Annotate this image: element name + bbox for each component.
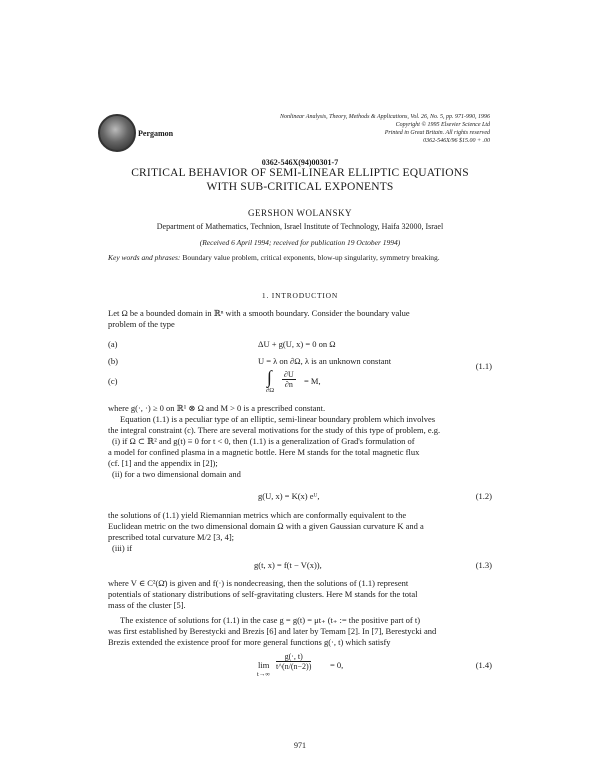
eq-c-denominator: ∂n [284,380,293,389]
paper-title [0,166,600,194]
text-line: the integral constraint (c). There are several motivations for the study of this type of problem, e.g. [108,425,441,435]
text-line: problem of the type [108,319,175,329]
text-line: prescribed total curvature M/2 [3, 4]; [108,532,235,542]
eq-c-label: (c) [108,376,118,386]
text-line: Let Ω be a bounded domain in ℝⁿ with a smooth boundary. Consider the boundary value [108,308,410,318]
text-line: Brezis extended the existence proof for more general functions g(·, t) which satisfy [108,637,391,647]
journal-line: Printed in Great Britain. All rights reserved [384,130,490,136]
affiliation: Department of Mathematics, Technion, Israel Institute of Technology, Haifa 32000, Israel [156,222,444,231]
text-line: mass of the cluster [5]. [108,600,186,610]
journal-info [230,113,490,145]
eq-c-numerator: ∂U [284,370,294,379]
publisher-name: Pergamon [138,129,174,138]
text-line: Euclidean metric on the two dimensional domain Ω with a given Gaussian curvature K and a [108,521,424,531]
text-line: was first established by Berestycki and Brezis [6] and later by Temam [2]. In [7], Berestycki and [108,626,437,636]
paragraph-where [108,403,494,414]
text-line: potentials of stationary distributions of self-gravitating clusters. Here M stands for the total [108,589,418,599]
author: GERSHON WOLANSKY [247,208,353,218]
title-line-1: CRITICAL BEHAVIOR OF SEMI-LINEAR ELLIPTIC EQUATIONS [131,167,469,179]
text-line: where g(·, ·) ≥ 0 on ℝ¹ ⊗ Ω and M > 0 is a prescribed constant. [108,403,326,413]
text-line: The existence of solutions for (1.1) in the case g = g(t) = μt₊ (t₊ := the positive part of t) [120,615,421,625]
eq-b-label: (b) [108,356,118,366]
eq-number-1-4: (1.4) [475,660,492,670]
eq-1-3: g(t, x) = f(t − V(x)), [254,560,322,570]
text-line: (iii) if [112,543,133,553]
eq-number-1-3: (1.3) [475,560,492,570]
paragraph-existence [108,615,494,648]
publisher-logo-icon [98,114,136,152]
eq-b: U = λ on ∂Ω, λ is an unknown constant [258,356,392,366]
keywords [108,253,493,263]
journal-line: 0362-546X/96 $15.00 + .00 [423,138,490,144]
paragraph-riemannian [108,510,494,554]
paragraph-intro [108,308,494,330]
eq-a-label: (a) [108,339,118,349]
eq-1-4-limit-sub: t→∞ [257,671,270,678]
received-dates: (Received 6 April 1994; received for publication 19 October 1994) [199,238,401,247]
text-line: a model for confined plasma in a magnetic bottle. Here M stands for the total magnetic flux [108,447,420,457]
eq-1-4-numerator: g(·, t) [276,652,311,662]
section-heading: 1. INTRODUCTION [261,291,339,300]
journal-line: Copyright © 1995 Elsevier Science Ltd [395,122,490,128]
eq-c-domain: ∂Ω [266,387,275,394]
paragraph-motivation [108,414,494,480]
text-line: (cf. [1] and the appendix in [2]); [108,458,218,468]
eq-1-4-fraction [276,652,311,671]
journal-line: Nonlinear Analysis, Theory, Methods & Applications, Vol. 26, No. 5, pp. 971-990, 1996 [280,114,490,120]
eq-c-rhs: = M, [304,376,321,386]
text-line: Equation (1.1) is a peculiar type of an elliptic, semi-linear boundary problem which involves [120,414,436,424]
article-code: 0362-546X(94)00301-7 [261,158,339,167]
eq-1-4-denominator: t^(n/(n−2)) [276,662,312,671]
integral-sign-icon: ∫ [267,367,272,387]
eq-a: ΔU + g(U, x) = 0 on Ω [258,339,336,349]
eq-1-4-rhs: = 0, [330,660,344,670]
text-line: where V ∈ C²(Ω̄) is given and f(·) is nondecreasing, then the solutions of (1.1) represent [108,578,409,588]
keywords-text: Boundary value problem, critical exponents, blow-up singularity, symmetry breaking. [182,253,440,262]
text-line: (i) if Ω ⊂ ℝ² and g(t) ≡ 0 for t < 0, then (1.1) is a generalization of Grad's formulation of [112,436,415,446]
paragraph-clusters [108,578,494,611]
eq-c-fraction [282,370,296,389]
text-line: (ii) for a two dimensional domain and [112,469,241,479]
text-line: the solutions of (1.1) yield Riemannian metrics which are conformally equivalent to the [108,510,407,520]
eq-number-1-1: (1.1) [475,361,492,371]
eq-1-4-lim: lim [258,660,270,670]
title-line-2: WITH SUB-CRITICAL EXPONENTS [206,181,394,193]
eq-1-2: g(U, x) = K(x) eᵁ, [258,491,320,501]
keywords-label: Key words and phrases: [108,253,181,262]
eq-number-1-2: (1.2) [475,491,492,501]
page-number: 971 [294,741,306,750]
